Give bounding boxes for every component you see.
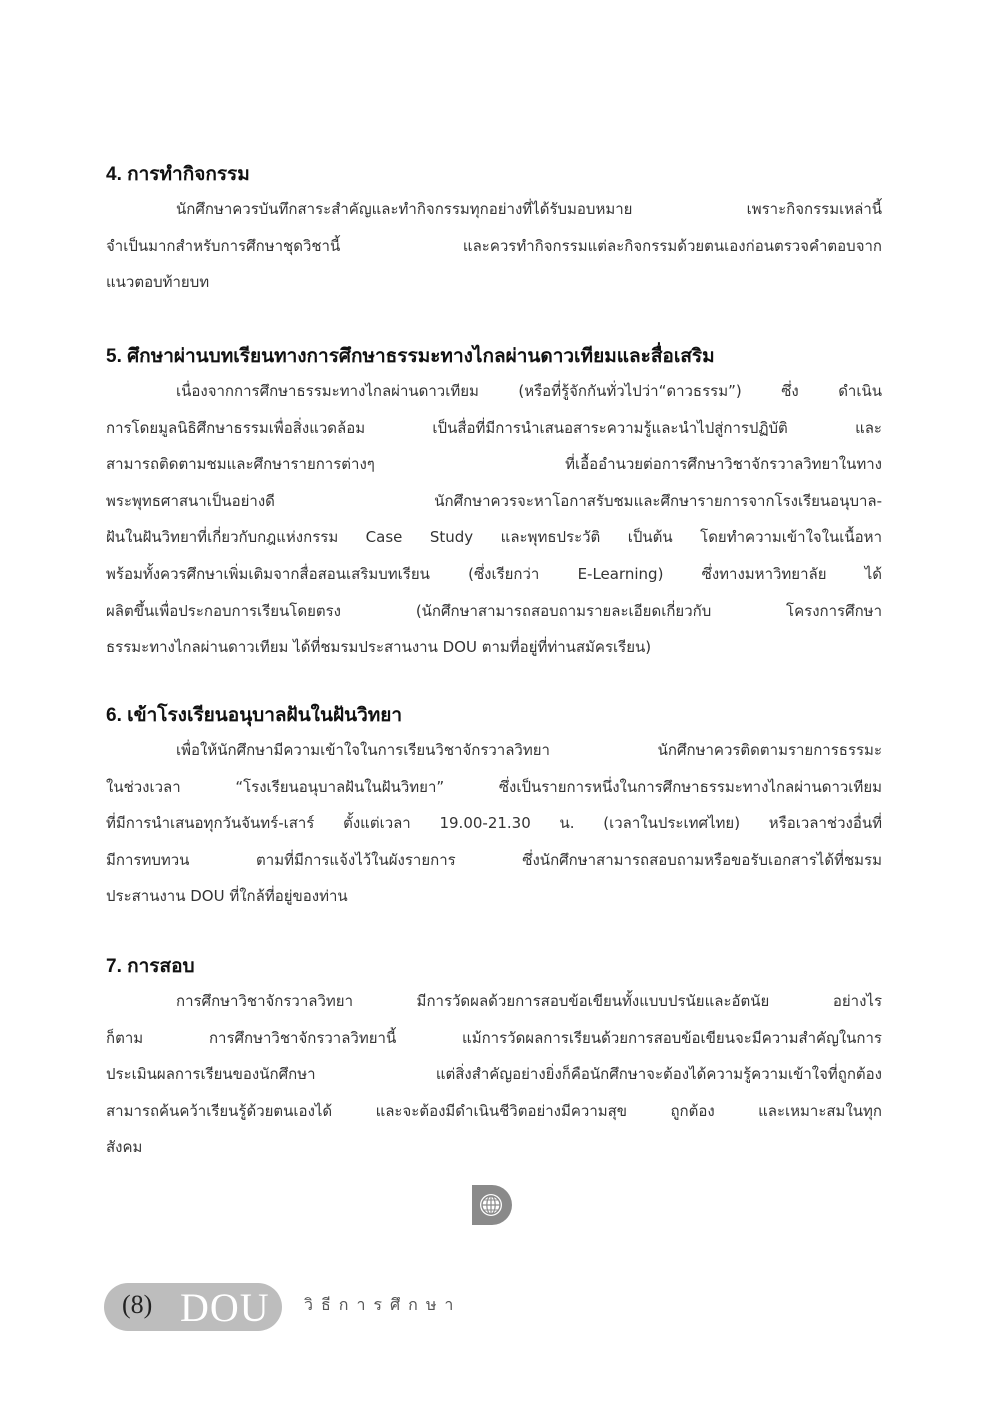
- section-heading: 7. การสอบ: [106, 956, 195, 977]
- section-paragraph: [106, 191, 882, 301]
- paragraph-line: ประสานงาน DOU ที่ใกล้ที่อยู่ของท่าน: [106, 887, 348, 906]
- paragraph-line: พระพุทธศาสนาเป็นอย่างดี นักศึกษาควรจะหาโอกาสรับชมและศึกษารายการจากโรงเรียนอนุบาล-: [106, 491, 882, 510]
- section-heading: 4. การทำกิจกรรม: [106, 164, 250, 185]
- section-4: [106, 163, 882, 301]
- paragraph-line: การโดยมูลนิธิศึกษาธรรมเพื่อสิ่งแวดล้อม เป็นสื่อที่มีการนำเสนอสาระความรู้และนำไปสู่การปฏิบัติ และ: [106, 418, 882, 437]
- paragraph-line: ประเมินผลการเรียนของนักศึกษา แต่สิ่งสำคัญอย่างยิ่งก็คือนักศึกษาจะต้องได้ความรู้ความเข้าใจที่ถูกต้อง: [106, 1065, 882, 1084]
- paragraph-line: พร้อมทั้งควรศึกษาเพิ่มเติมจากสื่อสอนเสริมบทเรียน (ซึ่งเรียกว่า E-Learning) ซึ่งทางมหาวิทยาลัย ได้: [106, 564, 882, 583]
- footer-badge: [104, 1283, 282, 1331]
- paragraph-line: เนื่องจากการศึกษาธรรมะทางไกลผ่านดาวเทียม (หรือที่รู้จักกันทั่วไปว่า“ดาวธรรม”) ซึ่ง ดำเนิน: [176, 382, 882, 400]
- paragraph-line: ฝันในฝันวิทยาที่เกี่ยวกับกฎแห่งกรรม Case Study และพุทธประวัติ เป็นต้น โดยทำความเข้าใจในเนื้อหา: [106, 528, 882, 547]
- section-5: [106, 345, 882, 666]
- paragraph-line: มีการทบทวน ตามที่มีการแจ้งไว้ในผังรายการ ซึ่งนักศึกษาสามารถสอบถามหรือขอรับเอกสารได้ที่ชมรม: [106, 850, 882, 869]
- section-7: [106, 955, 882, 1166]
- section-paragraph: [106, 732, 882, 915]
- paragraph-line: ในช่วงเวลา “โรงเรียนอนุบาลฝันในฝันวิทยา” ซึ่งเป็นรายการหนึ่งในการศึกษาธรรมะทางไกลผ่านดาวเทียม: [106, 777, 882, 796]
- section-paragraph: [106, 983, 882, 1166]
- paragraph-line: เพื่อให้นักศึกษามีความเข้าใจในการเรียนวิชาจักรวาลวิทยา นักศึกษาควรติดตามรายการธรรมะ: [176, 741, 882, 759]
- section-heading: 6. เข้าโรงเรียนอนุบาลฝันในฝันวิทยา: [106, 705, 403, 726]
- paragraph-line: แนวตอบท้ายบท: [106, 273, 210, 292]
- paragraph-line: ผลิตขึ้นเพื่อประกอบการเรียนโดยตรง (นักศึกษาสามารถสอบถามรายละเอียดเกี่ยวกับ โครงการศึกษา: [106, 601, 882, 620]
- paragraph-line: ก็ตาม การศึกษาวิชาจักรวาลวิทยานี้ แม้การวัดผลการเรียนด้วยการสอบข้อเขียนจะมีความสำคัญในการ: [106, 1028, 882, 1047]
- paragraph-line: การศึกษาวิชาจักรวาลวิทยา มีการวัดผลด้วยการสอบข้อเขียนทั้งแบบปรนัยและอัตนัย อย่างไร: [176, 992, 882, 1010]
- page-footer: [104, 1283, 604, 1331]
- paragraph-line: จำเป็นมากสำหรับการศึกษาชุดวิชานี้ และควรทำกิจกรรมแต่ละกิจกรรมด้วยตนเองก่อนตรวจคำตอบจาก: [106, 236, 882, 255]
- page-number: (8): [122, 1290, 153, 1319]
- paragraph-line: นักศึกษาควรบันทึกสาระสำคัญและทำกิจกรรมทุกอย่างที่ได้รับมอบหมาย เพราะกิจกรรมเหล่านี้: [176, 200, 882, 218]
- section-heading: 5. ศึกษาผ่านบทเรียนทางการศึกษาธรรมะทางไกลผ่านดาวเทียมและสื่อเสริม: [106, 346, 715, 367]
- paragraph-line: สามารถติดตามชมและศึกษารายการต่างๆ ที่เอื้ออำนวยต่อการศึกษาวิชาจักรวาลวิทยาในทาง: [106, 455, 882, 474]
- section-6: [106, 704, 882, 915]
- paragraph-line: ที่มีการนำเสนอทุกวันจันทร์-เสาร์ ตั้งแต่เวลา 19.00-21.30 น. (เวลาในประเทศไทย) หรือเวลาช่วงอื่นที่: [106, 814, 882, 833]
- section-paragraph: [106, 373, 882, 666]
- footer-title: วิธีการศึกษา: [304, 1295, 462, 1314]
- dou-globe-logo-icon: [470, 1183, 516, 1227]
- brand-label: DOU: [180, 1285, 270, 1330]
- paragraph-line: สังคม: [106, 1138, 143, 1157]
- paragraph-line: สามารถค้นคว้าเรียนรู้ด้วยตนเองได้ และจะต้องมีดำเนินชีวิตอย่างมีความสุข ถูกต้อง และเหมาะสมในทุก: [106, 1101, 882, 1120]
- paragraph-line: ธรรมะทางไกลผ่านดาวเทียม ได้ที่ชมรมประสานงาน DOU ตามที่อยู่ที่ท่านสมัครเรียน): [106, 638, 652, 657]
